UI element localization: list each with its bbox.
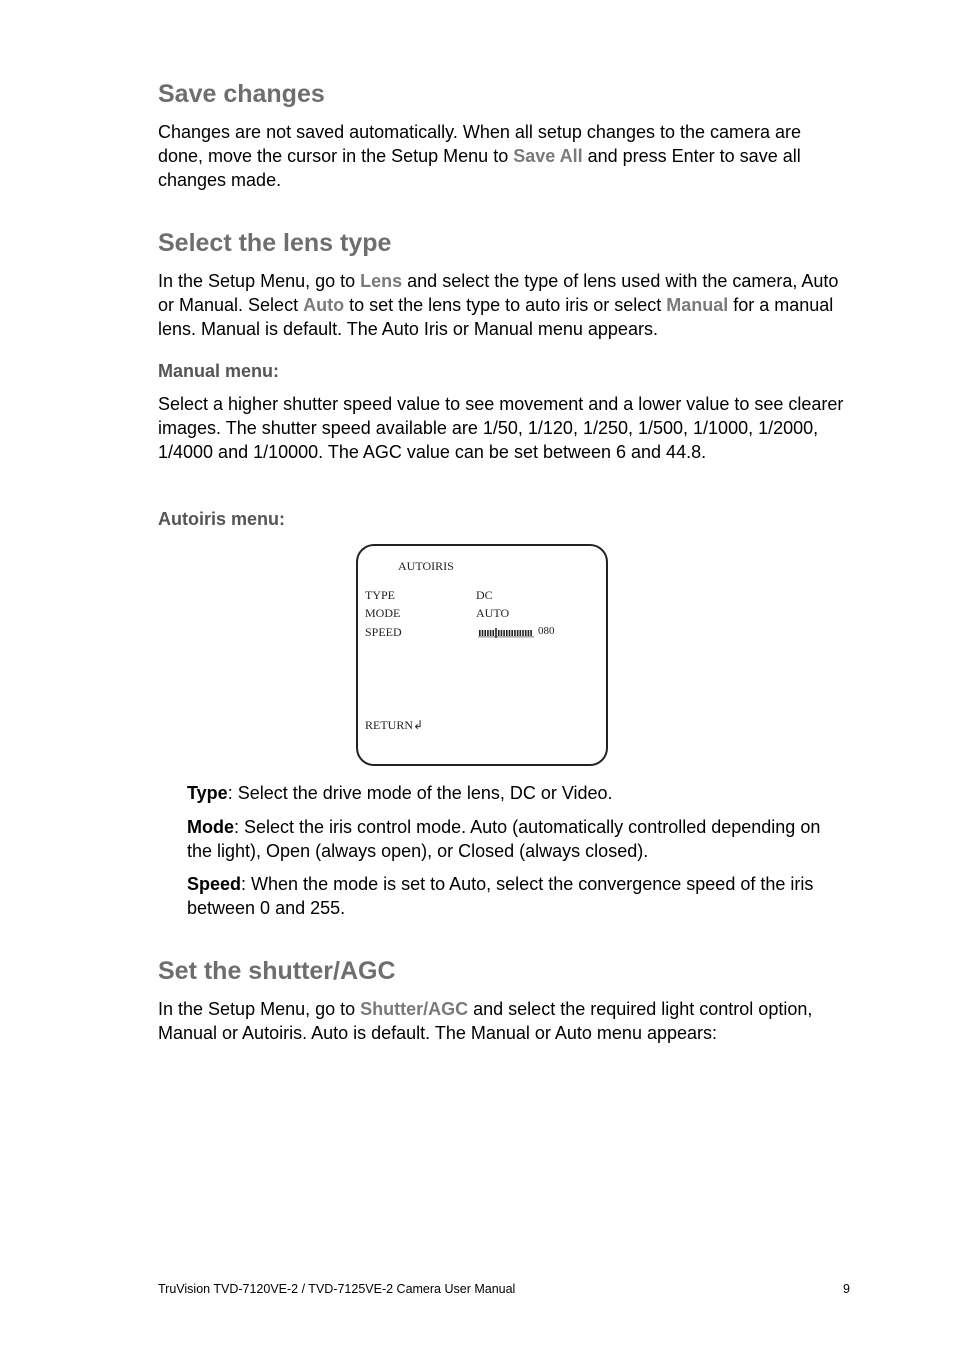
speed-bar-tick: [528, 630, 530, 636]
shutter-paragraph: In the Setup Menu, go to Shutter/AGC and select the required light control option, Manual or Autoiris. Auto is default. The Manual or Auto menu appears:: [158, 999, 813, 1044]
speed-bar-baseline: [478, 637, 534, 638]
footer-manual-title: TruVision TVD-7120VE-2 / TVD-7125VE-2 Camera User Manual: [158, 1282, 516, 1296]
speed-bar-tick: [501, 630, 503, 636]
heading-save-changes: Save changes: [158, 80, 325, 108]
definition-mode: Mode: Select the iris control mode. Auto (automatically controlled depending on the light), Open (always open), or Closed (always closed).: [187, 817, 821, 862]
osd-mode-value: AUTO: [476, 606, 510, 620]
speed-bar-tick: [484, 630, 486, 636]
osd-speed-label: SPEED: [365, 625, 402, 639]
osd-title: AUTOIRIS: [398, 559, 454, 573]
speed-bar-tick: [509, 630, 511, 636]
autoiris-osd-screen: [356, 544, 608, 766]
speed-bar-tick: [498, 630, 500, 636]
speed-bar-tick: [522, 630, 524, 636]
speed-bar-tick: [493, 630, 495, 636]
osd-speed-value: 080: [538, 625, 555, 637]
speed-bar-tick: [482, 630, 484, 636]
auto-keyword: Auto: [303, 295, 345, 316]
manual-menu-text: Select a higher shutter speed value to see movement and a lower value to see clearer images. The shutter speed available are 1/50, 1/120, 1/250, 1/500, 1/1000, 1/2000, 1/4000 and 1/10000. The AGC value can be set between 6 and 44.8.: [158, 394, 844, 463]
manual-keyword: Manual: [666, 295, 729, 316]
definition-speed: Speed: When the mode is set to Auto, select the convergence speed of the iris between 0 and 255.: [187, 874, 814, 919]
speed-bar-tick: [517, 630, 519, 636]
shutter-agc-keyword: Shutter/AGC: [360, 999, 469, 1019]
manual-menu-heading: Manual menu:: [158, 361, 280, 381]
speed-bar-tick: [520, 630, 522, 636]
lens-paragraph: In the Setup Menu, go to Lens and select the type of lens used with the camera, Auto or Manual. Select Auto to set the lens type to auto iris or select Manual for a manual lens. Manual is default. The Auto Iris or Manual menu appears.: [158, 271, 839, 340]
osd-return: RETURN↲: [365, 718, 424, 732]
speed-bar-tick: [514, 630, 516, 636]
osd-speed-bar: [478, 628, 534, 638]
heading-set-shutter-agc: Set the shutter/AGC: [158, 957, 396, 985]
autoiris-menu-heading: Autoiris menu:: [158, 509, 286, 529]
save-all-keyword: Save All: [513, 146, 583, 167]
speed-bar-tick: [479, 630, 481, 636]
lens-keyword: Lens: [360, 271, 403, 291]
speed-bar-tick: [525, 630, 527, 636]
heading-select-lens-type: Select the lens type: [158, 229, 392, 257]
speed-bar-tick: [530, 630, 532, 636]
speed-bar-tick: [503, 630, 505, 636]
osd-mode-label: MODE: [365, 606, 401, 620]
save-paragraph: Changes are not saved automatically. When all setup changes to the camera are done, move the cursor in the Setup Menu to Save All and press Enter to save all changes made.: [158, 122, 802, 191]
osd-type-label: TYPE: [365, 588, 395, 602]
speed-bar-tick: [487, 630, 489, 636]
speed-bar-tick: [511, 630, 513, 636]
footer-page-number: 9: [843, 1282, 850, 1296]
osd-type-value: DC: [476, 588, 493, 602]
speed-bar-tick: [506, 630, 508, 636]
speed-bar-tick: [490, 630, 492, 636]
definition-type: Type: Select the drive mode of the lens, DC or Video.: [187, 783, 613, 803]
